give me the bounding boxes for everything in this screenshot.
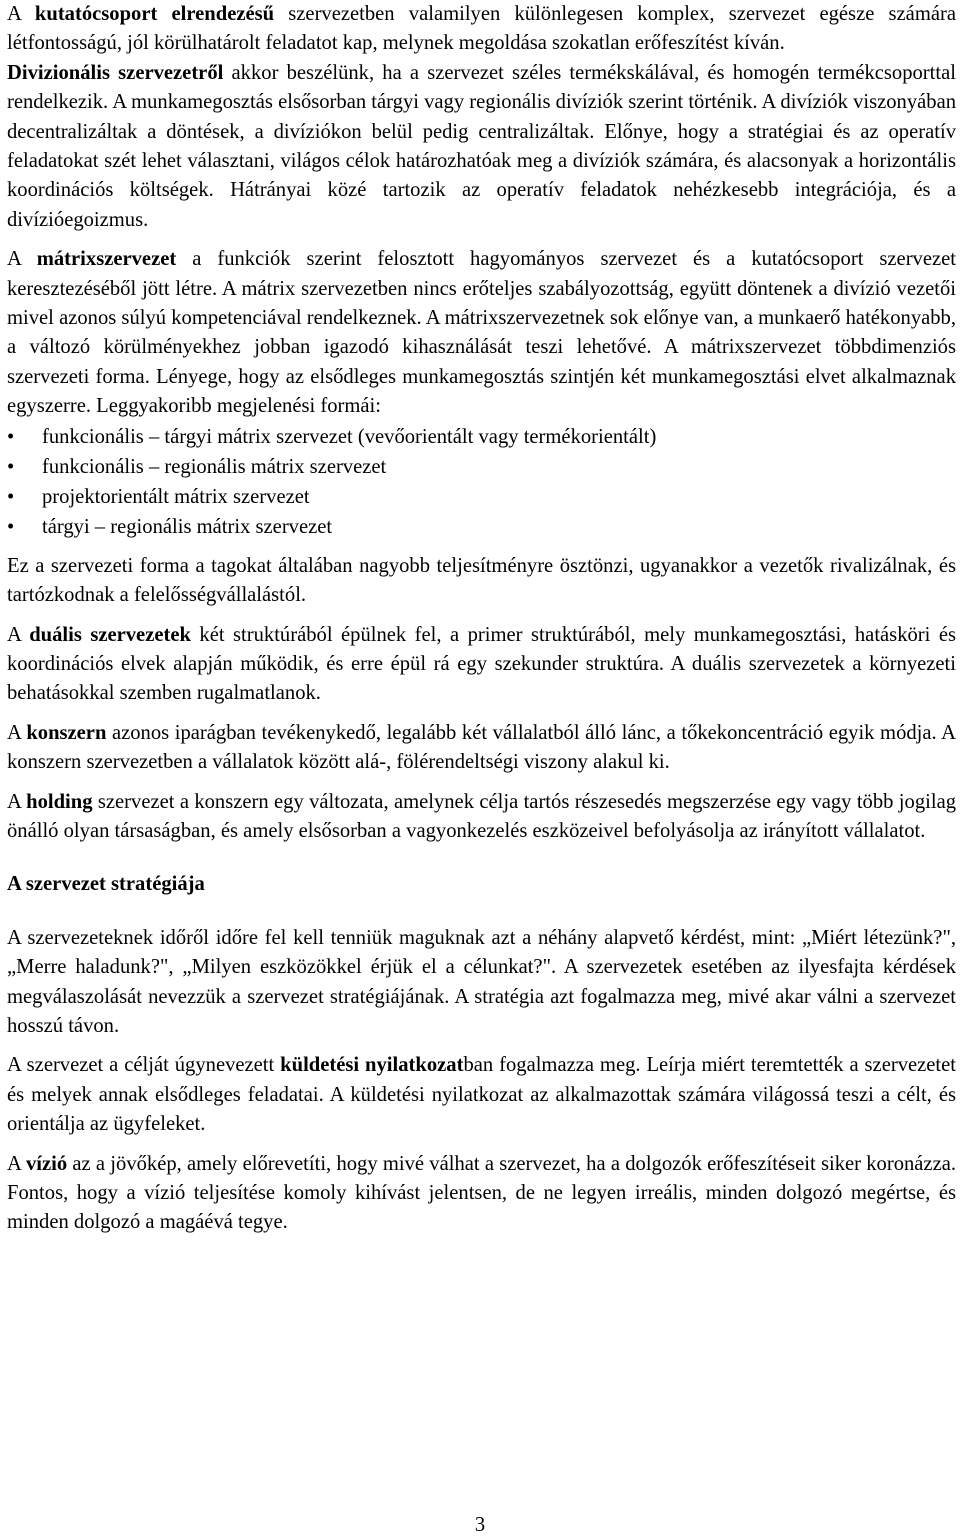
paragraph-kuldetes xyxy=(7,1051,956,1139)
page-number: 3 xyxy=(474,1514,486,1536)
bullet-icon: • xyxy=(7,425,15,448)
text-run: szervezet a konszern egy változata, amelynek célja tartós részesedés megszerzése egy vagy több jogilag önálló olyan társaságban, és amely elsősorban a vagyonkezelés eszközeivel befolyásolja az irányított vállalatot. xyxy=(7,790,957,842)
paragraph-vizio xyxy=(7,1150,956,1238)
text-run: két struktúrából épülnek fel, a primer struktúrából, mely munkamegosztási, hatásköri és koordinációs elvek alapján működik, és erre épül rá egy szekunder struktúra. A duális szervezetek a környezeti behatásokkal szemben rugalmatlanok. xyxy=(7,623,956,705)
term-matrixszervezet: mátrixszervezet xyxy=(36,248,177,271)
paragraph-strategia xyxy=(7,924,956,1042)
term-kuldetesi-nyilatkozat: küldetési nyilatkozat xyxy=(280,1054,464,1077)
term-dualis: duális szervezetek xyxy=(29,623,191,646)
text-run: A xyxy=(7,721,27,744)
list-item-text: funkcionális – tárgyi mátrix szervezet (vevőorientált vagy termékorientált) xyxy=(42,425,657,448)
text-run: A xyxy=(7,3,35,25)
text-run: A xyxy=(7,623,30,646)
term-divizionalis: Divizionális szervezetről xyxy=(7,61,224,84)
list-item xyxy=(7,422,956,452)
list-item xyxy=(7,482,956,512)
list-item-text: projektorientált mátrix szervezet xyxy=(42,485,310,508)
matrix-forms-list xyxy=(7,422,956,542)
term-konszern: konszern xyxy=(26,721,107,744)
paragraph-dualis xyxy=(7,621,956,709)
bullet-icon: • xyxy=(7,485,15,508)
list-item-text: funkcionális – regionális mátrix szervezet xyxy=(42,455,387,478)
term-holding: holding xyxy=(26,790,93,813)
bullet-icon: • xyxy=(7,455,15,478)
paragraph-matrix xyxy=(7,245,956,421)
paragraph-holding xyxy=(7,788,956,847)
bullet-icon: • xyxy=(7,515,15,538)
text-run: azonos iparágban tevékenykedő, legalább két vállalatból álló lánc, a tőkekoncentráció egyik módja. A konszern szervezetben a vállalatok között alá-, fölérendeltségi viszony alakul ki. xyxy=(7,721,956,774)
section-heading: A szervezet stratégiája xyxy=(7,873,205,896)
text-run: szervezetben valamilyen különlegesen komplex, szervezet egésze számára létfontosságú, jól körülhatárolt feladatot kap, melynek megoldása szokatlan erőfeszítést kíván. xyxy=(7,3,956,55)
paragraph-konszern xyxy=(7,719,956,778)
list-item xyxy=(7,452,956,482)
text-run: A xyxy=(7,790,27,813)
term-vizio: vízió xyxy=(25,1152,68,1175)
document-page xyxy=(7,0,956,1238)
term-kutatocsoport: kutatócsoport elrendezésű xyxy=(34,3,275,25)
text-run: az a jövőkép, amely előrevetíti, hogy mivé válhat a szervezet, ha a dolgozók erőfeszítéseit siker koronázza. Fontos, hogy a vízió teljesítése komoly kihívást jelentsen, de ne legyen irreális, minden dolgozó megértse, és minden dolgozó a magáévá tegye. xyxy=(7,1152,956,1234)
text-run: akkor beszélünk, ha a szervezet széles termékskálával, és homogén termékcsoporttal rendelkezik. A munkamegosztás elsősorban tárgyi vagy regionális divíziók szerint történik. A divíziók viszonyában decentralizáltak a döntések, a divíziókon belül pedig centralizáltak. Előnye, hogy a stratégiai és az operatív feladatokat szét lehet választani, világos célok határozhatóak meg a divíziók számára, és alacsonyak a horizontális koordinációs költségek. Hátrányai közé tartozik az operatív feladatok nehézkesebb integrációja, és a divízióegoizmus. xyxy=(7,61,957,231)
paragraph-divizionalis xyxy=(7,59,956,235)
list-item-text: tárgyi – regionális mátrix szervezet xyxy=(42,515,333,538)
text-run: a funkciók szerint felosztott hagyományos szervezet és a kutatócsoport szervezet keresztezéséből jött létre. A mátrix szervezetben nincs erőteljes szabályozottság, együtt döntenek a divízió vezetői mivel azonos súlyú kompetenciával rendelkeznek. A mátrixszervezetnek sok előnye van, a munkaerő hatékonyabb, a változó körülményekhez jobban igazodó kihasználását teszi lehetővé. A mátrixszervezet többdimenziós szervezeti forma. Lényege, hogy az elsődleges munkamegosztás szintjén két munkamegosztási elvet alkalmaznak egyszerre. Leggyakoribb megjelenési formái: xyxy=(7,248,956,418)
list-item xyxy=(7,512,956,542)
text-run: ban fogalmazza meg. Leírja miért teremtették a szervezetet és melyek annak elsődleges feladatai. A küldetési nyilatkozat az alkalmazottak számára világossá teszi a célt, és orientálja az ügyfeleket. xyxy=(7,1054,956,1136)
paragraph-matrix-evaluation xyxy=(7,552,956,611)
text-run: A xyxy=(7,248,37,271)
paragraph-kutatocsoport xyxy=(7,0,956,59)
text-run: A xyxy=(7,1152,26,1175)
text-run: A szervezet a célját úgynevezett xyxy=(7,1054,281,1077)
text-run: A szervezeteknek időről időre fel kell tenniük maguknak azt a néhány alapvető kérdést, mint: „Miért létezünk?", „Merre haladunk?", „Milyen eszközökkel érjük el a célunkat?". A szervezetek esetében az ilyesfajta kérdések megválaszolását nevezzük a szervezet stratégiájának. A stratégia azt fogalmazza meg, mivé akar válni a szervezet hosszú távon. xyxy=(7,926,956,1037)
text-run: Ez a szervezeti forma a tagokat általában nagyobb teljesítményre ösztönzi, ugyanakkor a vezetők rivalizálnak, és tartózkodnak a felelősségvállalástól. xyxy=(7,554,956,607)
